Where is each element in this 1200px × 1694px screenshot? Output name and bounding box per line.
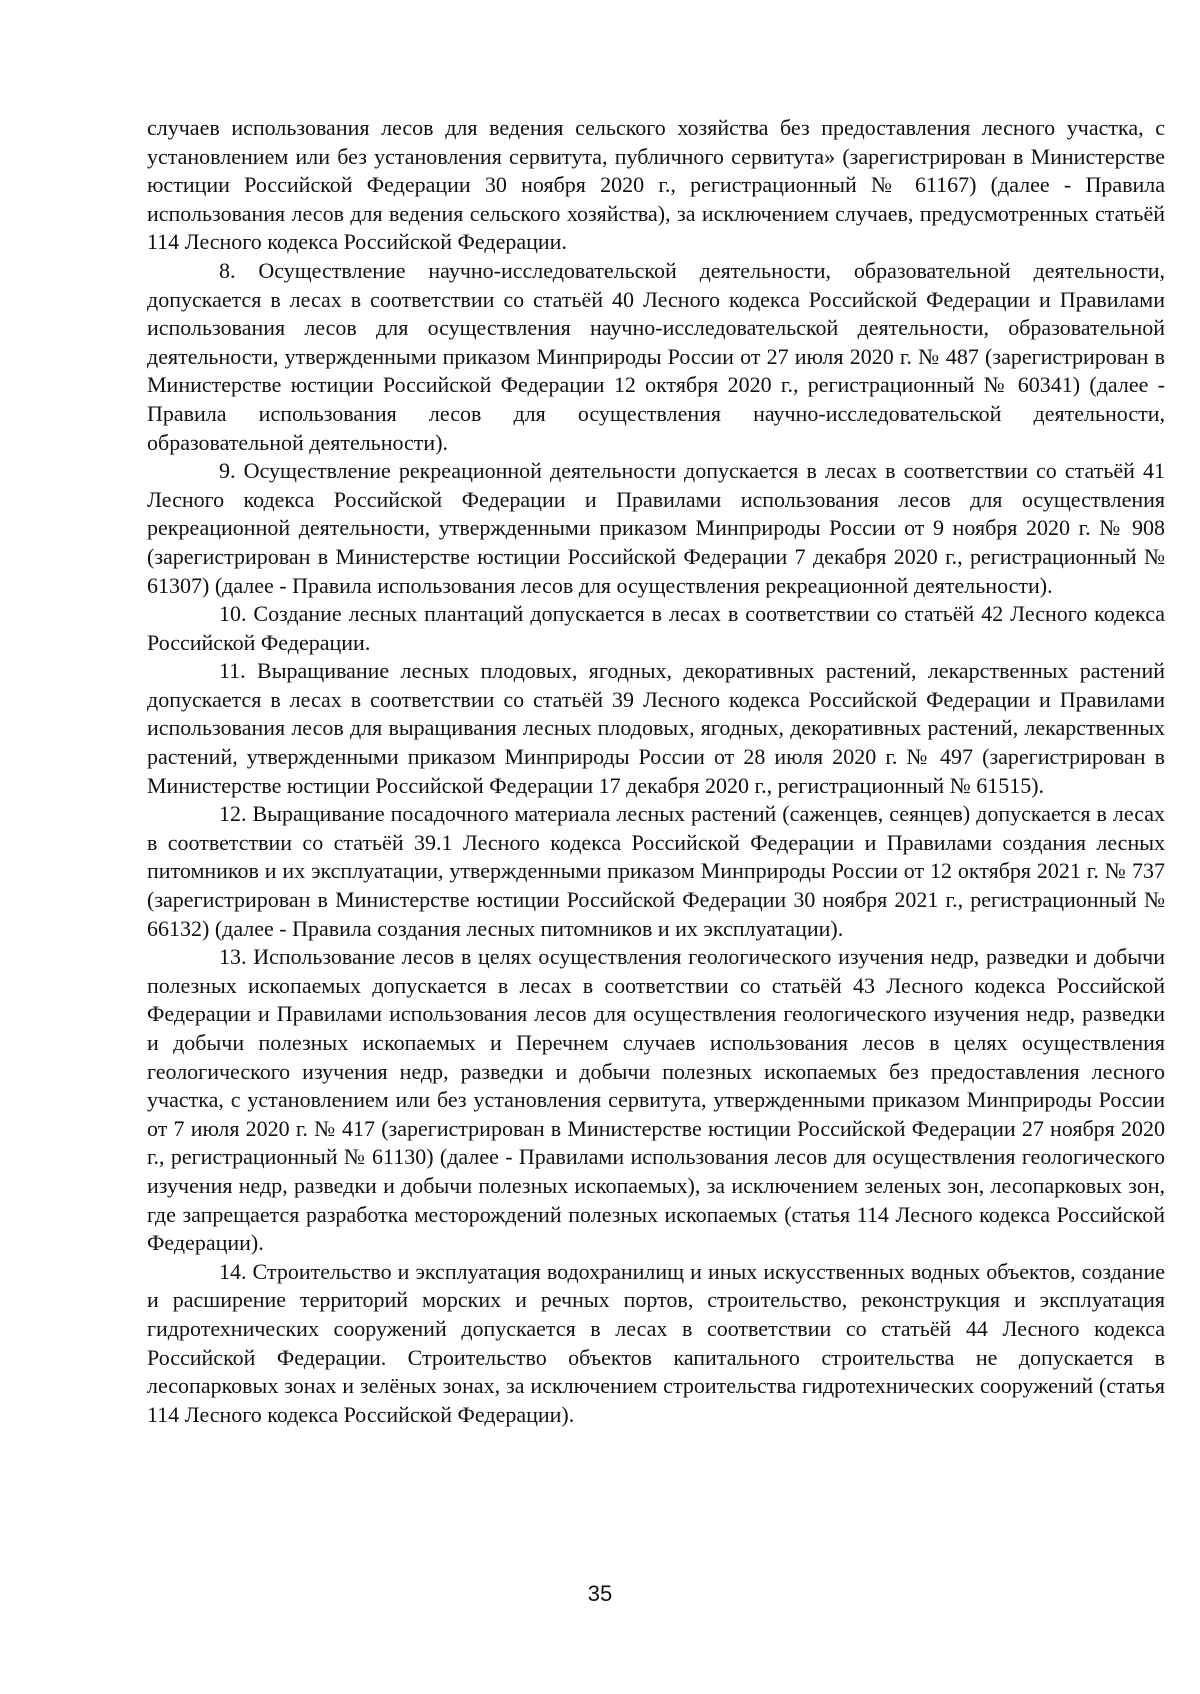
paragraph-13: 13. Использование лесов в целях осуществления геологического изучения недр, разведки и добычи полезных ископаемых допускается в лесах в соответствии со статьёй 43 Лесного кодекса Российской Федерации и Правилами использования лесов для осуществления геологического изучения недр, разведки и добычи полезных ископаемых и Перечнем случаев использования лесов в целях осуществления геологического изучения недр, разведки и добычи полезных ископаемых без предоставления лесного участка, с установлением или без установления сервитута, утвержденными приказом Минприроды России от 7 июля 2020 г. № 417 (зарегистрирован в Министерстве юстиции Российской Федерации 27 ноября 2020 г., регистрационный № 61130) (далее - Правилами использования лесов для осуществления геологического изучения недр, разведки и добычи полезных ископаемых), за исключением зеленых зон, лесопарковых зон, где запрещается разработка месторождений полезных ископаемых (статья 114 Лесного кодекса Российской Федерации). (147, 944, 1165, 1256)
page-number: 35 (587, 1581, 613, 1606)
paragraph-9: 9. Осуществление рекреационной деятельности допускается в лесах в соответствии со статьёй 41 Лесного кодекса Российской Федерации и Правилами использования лесов для осуществления рекреационной деятельности, утвержденными приказом Минприроды России от 9 ноября 2020 г. № 908 (зарегистрирован в Министерстве юстиции Российской Федерации 7 декабря 2020 г., регистрационный № 61307) (далее - Правила использования лесов для осуществления рекреационной деятельности). (147, 458, 1165, 598)
paragraph-10: 10. Создание лесных плантаций допускается в лесах в соответствии со статьёй 42 Лесного кодекса Российской Федерации. (147, 601, 1165, 655)
paragraph-11: 11. Выращивание лесных плодовых, ягодных, декоративных растений, лекарственных растений допускается в лесах в соответствии со статьёй 39 Лесного кодекса Российской Федерации и Правилами использования лесов для выращивания лесных плодовых, ягодных, декоративных растений, лекарственных растений, утвержденными приказом Минприроды России от 28 июля 2020 г. № 497 (зарегистрирован в Министерстве юстиции Российской Федерации 17 декабря 2020 г., регистрационный № 61515). (147, 658, 1165, 798)
paragraph-8: 8. Осуществление научно-исследовательской деятельности, образовательной деятельности, допускается в лесах в соответствии со статьёй 40 Лесного кодекса Российской Федерации и Правилами использования лесов для осуществления научно-исследовательской деятельности, образовательной деятельности, утвержденными приказом Минприроды России от 27 июля 2020 г. № 487 (зарегистрирован в Министерстве юстиции Российской Федерации 12 октября 2020 г., регистрационный № 60341) (далее - Правила использования лесов для осуществления научно-исследовательской деятельности, образовательной деятельности). (147, 257, 1165, 455)
paragraph-14: 14. Строительство и эксплуатация водохранилищ и иных искусственных водных объектов, создание и расширение территорий морских и речных портов, строительство, реконструкция и эксплуатация гидротехнических сооружений допускается в лесах в соответствии со статьёй 44 Лесного кодекса Российской Федерации. Строительство объектов капитального строительства не допускается в лесопарковых зонах и зелёных зонах, за исключением строительства гидротехнических сооружений (статья 114 Лесного кодекса Российской Федерации). (147, 1258, 1165, 1427)
document-body (147, 114, 1165, 1429)
paragraph-continuation: случаев использования лесов для ведения сельского хозяйства без предоставления лесного участка, с установлением или без установления сервитута, публичного сервитута» (зарегистрирован в Министерстве юстиции Российской Федерации 30 ноября 2020 г., регистрационный № 61167) (далее - Правила использования лесов для ведения сельского хозяйства), за исключением случаев, предусмотренных статьёй 114 Лесного кодекса Российской Федерации. (147, 115, 1165, 255)
paragraph-12: 12. Выращивание посадочного материала лесных растений (саженцев, сеянцев) допускается в лесах в соответствии со статьёй 39.1 Лесного кодекса Российской Федерации и Правилами создания лесных питомников и их эксплуатации, утвержденными приказом Минприроды России от 12 октября 2021 г. № 737 (зарегистрирован в Министерстве юстиции Российской Федерации 30 ноября 2021 г., регистрационный № 66132) (далее - Правила создания лесных питомников и их эксплуатации). (147, 801, 1165, 941)
